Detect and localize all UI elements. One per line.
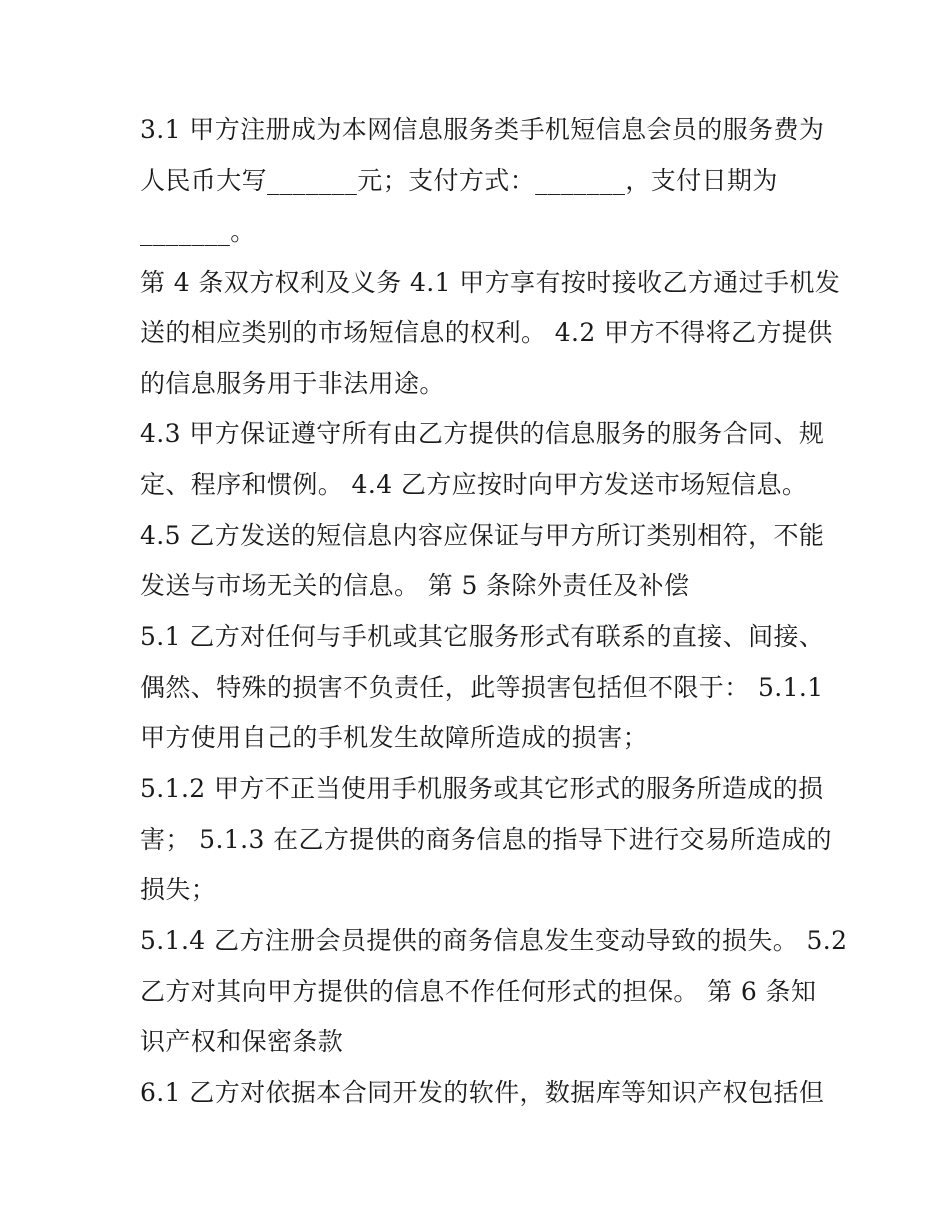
text-line: 乙方对其向甲方提供的信息不作任何形式的担保。 第 6 条知 [140, 977, 817, 1006]
text-line: 5.1 乙方对任何与手机或其它服务形式有联系的直接、间接、 [140, 622, 825, 651]
text-line: 3.1 甲方注册成为本网信息服务类手机短信息会员的服务费为 [140, 115, 825, 144]
text-line: 偶然、特殊的损害不负责任，此等损害包括但不限于： 5.1.1 [140, 673, 824, 702]
text-line: 发送与市场无关的信息。 第 5 条除外责任及补偿 [140, 571, 690, 600]
text-line: 第 4 条双方权利及义务 4.1 甲方享有按时接收乙方通过手机发 [140, 268, 841, 297]
text-line: 的信息服务用于非法用途。 [140, 369, 445, 398]
text-line: 5.1.2 甲方不正当使用手机服务或其它形式的服务所造成的损 [140, 774, 824, 803]
text-line: 5.1.4 乙方注册会员提供的商务信息发生变动导致的损失。 5.2 [140, 926, 848, 955]
text-line: 甲方使用自己的手机发生故障所造成的损害； [140, 723, 649, 752]
text-line: 害； 5.1.3 在乙方提供的商务信息的指导下进行交易所造成的 [140, 825, 832, 854]
text-line: 损失； [140, 875, 217, 904]
text-line: 4.5 乙方发送的短信息内容应保证与甲方所订类别相符，不能 [140, 521, 825, 550]
text-line: 4.3 甲方保证遵守所有由乙方提供的信息服务的服务合同、规 [140, 419, 825, 448]
text-line: 送的相应类别的市场短信息的权利。 4.2 甲方不得将乙方提供 [140, 318, 833, 347]
text-line: 6.1 乙方对依据本合同开发的软件，数据库等知识产权包括但 [140, 1078, 825, 1107]
text-line: 定、程序和惯例。 4.4 乙方应按时向甲方发送市场短信息。 [140, 470, 808, 499]
text-line: _______。 [140, 217, 256, 246]
text-line: 人民币大写_______元；支付方式：_______，支付日期为 [140, 166, 778, 195]
text-line: 识产权和保密条款 [140, 1027, 344, 1056]
